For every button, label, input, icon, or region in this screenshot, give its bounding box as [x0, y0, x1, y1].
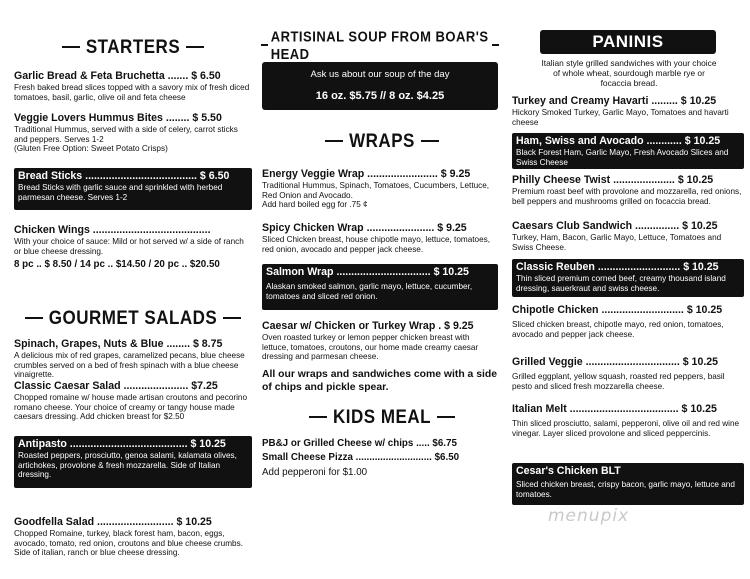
- soup-prices: 16 oz. $5.75 // 8 oz. $4.25: [315, 90, 445, 102]
- kids-header: [282, 404, 482, 430]
- menu-item: Grilled Veggie ................................ $ 10.25 Grilled eggplant, yellow squash, roasted red peppers, basil pesto and sliced fresh mozzarella cheese.: [512, 356, 725, 391]
- soup-line-1: Ask us about our soup of the day: [310, 69, 450, 80]
- kids-item-2: Small Cheese Pizza ............................ $6.50: [262, 452, 460, 463]
- menu-item: Veggie Lovers Hummus Bites ........ $ 5.50 Traditional Hummus, served with a side of celery, carrot sticks and peppers. Serves 1-2 (Gluten Free Option: Sweet Potato Crisps): [14, 112, 238, 154]
- wraps-note: All our wraps and sandwiches come with a side of chips and pickle spear.: [262, 369, 498, 393]
- menu-item-highlighted: Cesar's Chicken BLT Sliced chicken breast, crispy bacon, garlic mayo, lettuce and tomatoes.: [512, 463, 744, 505]
- menu-item-highlighted: Ham, Swiss and Avocado ............ $ 10.25 Black Forest Ham, Garlic Mayo, Fresh Avocado Slices and Swiss Cheese: [512, 133, 744, 169]
- menupix-watermark: menupix: [548, 506, 630, 526]
- starters-title: STARTERS: [85, 35, 181, 58]
- soup-title: ARTISINAL SOUP FROM BOAR'S HEAD: [270, 27, 489, 63]
- wraps-header: [282, 128, 482, 154]
- paninis-intro: Italian style grilled sandwiches with your choice of whole wheat, sourdough marble rye or focaccia bread.: [541, 58, 717, 88]
- menu-item: Caesar w/ Chicken or Turkey Wrap . $ 9.25 Oven roasted turkey or lemon pepper chicken breast with lettuce, tomatoes, croutons, our home made creamy caesar dressing and parmesan cheese.: [262, 320, 479, 362]
- kids-addon: Add pepperoni for $1.00: [262, 467, 368, 478]
- menu-item: Energy Veggie Wrap ........................ $ 9.25 Traditional Hummus, Spinach, Tomatoes, Cucumbers, Lettuce, Red Onion and Avocado. Add hard boiled egg for .75 ¢: [262, 168, 490, 210]
- menu-item: Classic Caesar Salad ...................... $7.25 Chopped romaine w/ house made artisan croutons and pecorino romano cheese. Your choice of creamy or tangy house made caesars dressing. Add chicken breast for $2.50: [14, 380, 248, 422]
- menu-item-highlighted: Classic Reuben ............................ $ 10.25 Thin sliced premium corned beef, creamy thousand island dressing, sauerkraut and swiss cheese.: [512, 259, 744, 297]
- starters-header: [38, 34, 228, 60]
- menu-item: Caesars Club Sandwich ............... $ 10.25 Turkey, Ham, Bacon, Garlic Mayo, Lettuce, Tomatoes and Swiss Cheese.: [512, 220, 722, 252]
- menu-item: Philly Cheese Twist ..................... $ 10.25 Premium roast beef with provolone and mozzarella, red onions, bell peppers and mushrooms grilled on focaccia bread.: [512, 174, 742, 206]
- menu-item: Garlic Bread & Feta Bruchetta ....... $ 6.50 Fresh baked bread slices topped with a savory mix of fresh diced tomatoes, basil, garlic, olive oil and feta cheese: [14, 70, 250, 102]
- menu-item: Chicken Wings ........................................ With your choice of sauce: Mild or hot served w/ a side of ranch or blue cheese dressing. 8 pc .. $ 8.50 / 14 pc .. $14.50 / 20 pc .. $20.50: [14, 224, 244, 271]
- salads-title: GOURMET SALADS: [48, 306, 218, 329]
- kids-title: KIDS MEAL: [333, 405, 431, 428]
- salads-header: [14, 305, 252, 331]
- paninis-header: [540, 30, 716, 54]
- soup-header: [258, 27, 502, 63]
- menu-item-highlighted: Antipasto ........................................ $ 10.25 Roasted peppers, prosciutto, genoa salami, kalamata olives, artichokes, provolone & fresh mozzarella. Side of Italian dressing.: [14, 436, 252, 488]
- paninis-title: PANINIS: [592, 32, 664, 51]
- menu-item-highlighted: Salmon Wrap ................................ $ 10.25 Alaskan smoked salmon, garlic mayo, lettuce, cucumber, tomatoes and sliced red onion.: [262, 264, 498, 310]
- menu-item: Chipotle Chicken ............................ $ 10.25 Sliced chicken breast, chipotle mayo, red onion, tomatoes, avocado and pepper jack cheese.: [512, 304, 724, 339]
- menu-item: Turkey and Creamy Havarti ......... $ 10.25 Hickory Smoked Turkey, Garlic Mayo, Tomatoes and havarti cheese: [512, 95, 729, 127]
- menu-item-highlighted: Bread Sticks ...................................... $ 6.50 Bread Sticks with garlic sauce and sprinkled with herbed parmesan cheese. Serves 1-2: [14, 168, 252, 210]
- wraps-title: WRAPS: [349, 129, 415, 152]
- menu-item: Spicy Chicken Wrap ....................... $ 9.25 Sliced Chicken breast, house chipotle mayo, lettuce, tomatoes, red onion, avocado and pepper jack cheese.: [262, 222, 491, 254]
- menu-item: Goodfella Salad .......................... $ 10.25 Chopped Romaine, turkey, black forest ham, bacon, eggs, avocado, tomato, red onion, croutons and blue cheese crumbs. Side of italian, ranch or blue cheese dressing.: [14, 516, 243, 558]
- kids-item-1: PB&J or Grilled Cheese w/ chips ..... $6.75: [262, 438, 457, 449]
- menu-item: Spinach, Grapes, Nuts & Blue ........ $ 8.75 A delicious mix of red grapes, caramelized pecans, blue cheese crumbles served on a bed of fresh spinach with a blue cheese vinaigrette.: [14, 338, 245, 380]
- menu-item: Italian Melt ..................................... $ 10.25 Thin sliced prosciutto, salami, pepperoni, olive oil and red wine vinegar. Layer sliced provolone and sliced peppercinis.: [512, 403, 740, 438]
- soup-box: [262, 62, 498, 110]
